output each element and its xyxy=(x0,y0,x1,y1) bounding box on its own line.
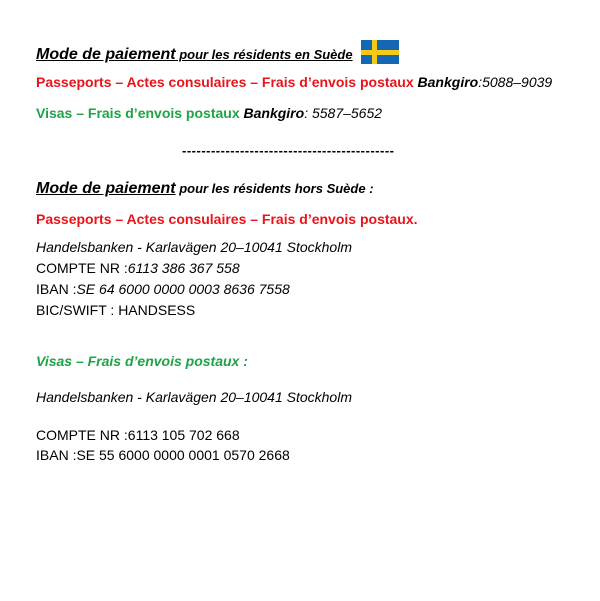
swedish-flag-icon xyxy=(361,40,399,64)
sweden-visas-bankgiro-number: : 5587–5652 xyxy=(304,105,383,121)
abroad-passports-iban: SE 64 6000 0000 0003 8636 7558 xyxy=(76,281,290,297)
abroad-passports-account-line xyxy=(36,259,240,277)
sweden-visas-bankgiro-label: Bankgiro xyxy=(239,105,305,121)
abroad-visas-bank: Handelsbanken - Karlavägen 20–10041 Stockholm xyxy=(36,389,352,405)
abroad-passports-account-label: COMPTE NR : xyxy=(36,260,128,276)
sweden-passports-bankgiro-label: Bankgiro xyxy=(413,74,479,90)
abroad-passports-label: Passeports – Actes consulaires – Frais d’envois postaux. xyxy=(36,211,418,227)
abroad-passports-iban-label: IBAN : xyxy=(36,281,77,297)
abroad-visas-account: COMPTE NR :6113 105 702 668 xyxy=(36,427,240,443)
abroad-heading xyxy=(36,180,374,198)
sweden-passports-label: Passeports – Actes consulaires – Frais d’envois postaux xyxy=(36,74,414,90)
sweden-heading xyxy=(36,40,399,64)
sweden-visas-line xyxy=(36,104,382,122)
sweden-passports-bankgiro-number: :5088–9039 xyxy=(478,74,553,90)
abroad-passports-iban-line xyxy=(36,280,290,298)
sweden-heading-sub: pour les résidents en Suède xyxy=(175,47,353,62)
abroad-passports-bank: Handelsbanken - Karlavägen 20–10041 Stockholm xyxy=(36,239,352,255)
abroad-heading-sub: pour les résidents hors Suède : xyxy=(175,181,374,196)
abroad-heading-main: Mode de paiement xyxy=(36,180,176,197)
sweden-passports-line xyxy=(36,73,552,91)
sweden-heading-main: Mode de paiement xyxy=(36,46,176,63)
abroad-passports-account: 6113 386 367 558 xyxy=(127,260,240,276)
abroad-passports-line xyxy=(36,210,418,228)
sweden-visas-label: Visas – Frais d’envois postaux xyxy=(36,105,240,121)
abroad-visas-label: Visas – Frais d’envois postaux : xyxy=(36,353,248,369)
abroad-passports-bic: BIC/SWIFT : HANDSESS xyxy=(36,302,196,318)
abroad-visas-iban: IBAN :SE 55 6000 0000 0001 0570 2668 xyxy=(36,447,290,463)
section-divider: -------------------------------------------- xyxy=(182,143,395,158)
